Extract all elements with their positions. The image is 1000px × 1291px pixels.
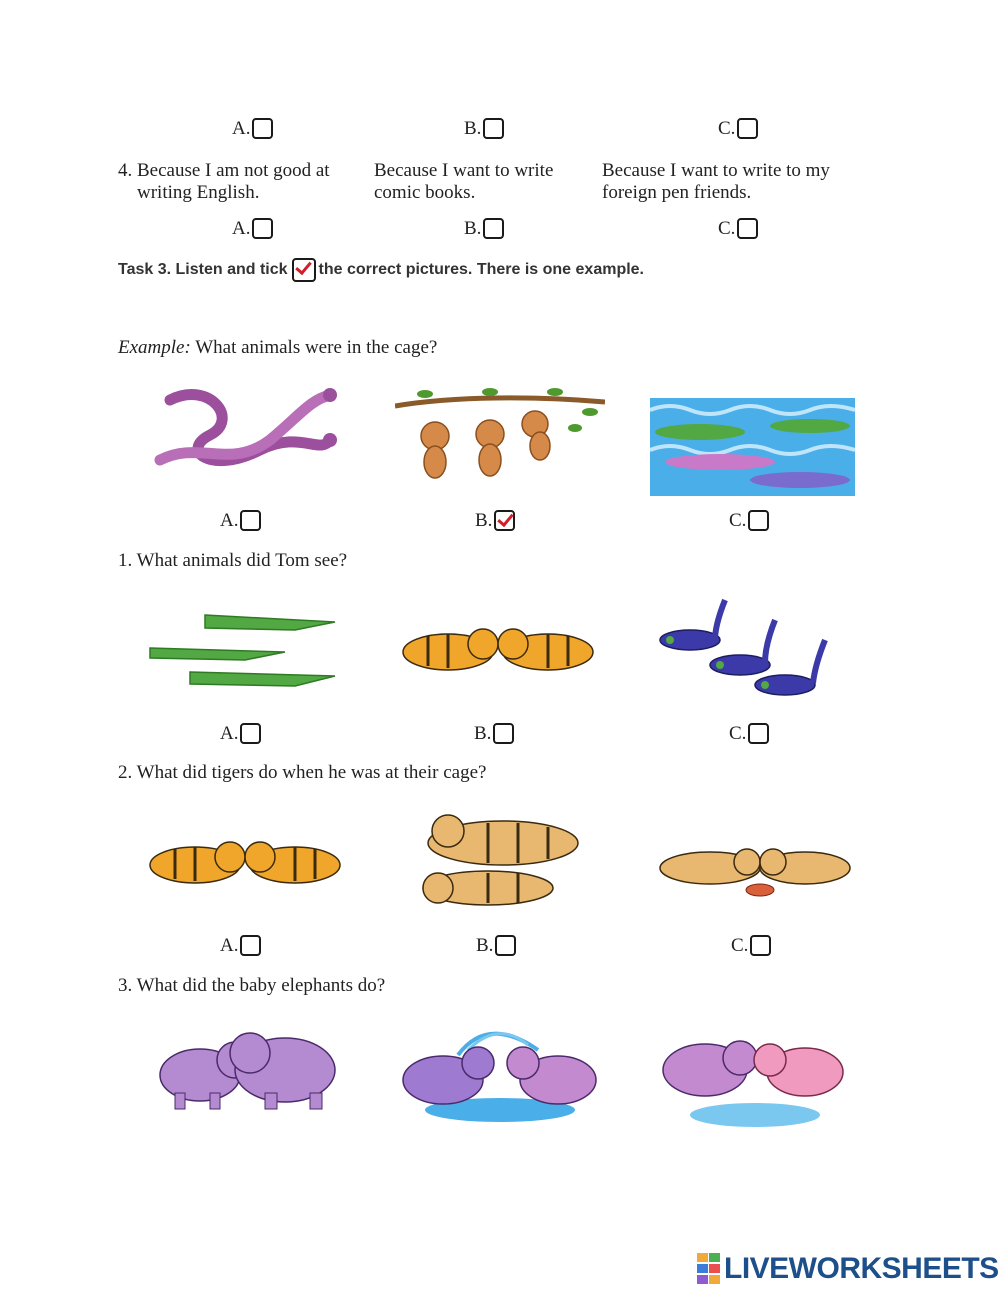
q1-question: 1. What animals did Tom see? <box>118 550 348 571</box>
q4-option-b <box>464 218 504 239</box>
task3-heading <box>118 258 644 282</box>
option-label: B. <box>474 723 492 744</box>
option-label: B. <box>475 510 493 531</box>
checkbox-top-a[interactable] <box>252 118 273 139</box>
elephants-drinking-picture <box>655 1030 850 1130</box>
logo-text: LIVEWORKSHEETS <box>724 1252 999 1285</box>
q4-option-c <box>718 218 758 239</box>
monkeys-picture <box>395 378 605 490</box>
option-label: A. <box>220 510 239 531</box>
snakes-picture <box>150 380 345 490</box>
checkbox-q1-a[interactable] <box>240 723 261 744</box>
checkbox-q4-c[interactable] <box>737 218 758 239</box>
q4-a-line1: Because I am not good at <box>137 160 330 181</box>
q2-option-b <box>476 935 516 956</box>
crocodiles-river-picture <box>650 398 855 496</box>
example-question-text: What animals were in the cage? <box>190 337 438 358</box>
elephants-playing-picture <box>145 1025 345 1110</box>
q2-option-a <box>220 935 261 956</box>
option-label: A. <box>232 218 251 239</box>
q4-c-line1: Because I want to write to my <box>602 160 830 181</box>
checkbox-q2-a[interactable] <box>240 935 261 956</box>
checkbox-example-b[interactable] <box>494 510 515 531</box>
example-option-b <box>475 510 515 531</box>
peacocks-picture <box>655 585 835 700</box>
q4-a-line2: writing English. <box>137 182 260 203</box>
q4-option-a-text <box>137 160 330 204</box>
checkbox-top-b[interactable] <box>483 118 504 139</box>
checkbox-top-c[interactable] <box>737 118 758 139</box>
top-option-b <box>464 118 504 139</box>
logo-blocks-icon <box>697 1253 721 1285</box>
checkbox-q2-c[interactable] <box>750 935 771 956</box>
tigers-eating-picture <box>655 840 855 905</box>
option-label: A. <box>220 935 239 956</box>
option-label: C. <box>718 218 736 239</box>
tick-icon <box>292 258 316 282</box>
q4-b-line1: Because I want to write <box>374 160 554 181</box>
tigers-picture <box>398 622 598 677</box>
q3-question: 3. What did the baby elephants do? <box>118 975 386 996</box>
example-option-c <box>729 510 769 531</box>
option-label: C. <box>729 510 747 531</box>
q4-b-line2: comic books. <box>374 182 476 203</box>
example-question <box>118 337 437 359</box>
example-option-a <box>220 510 261 531</box>
elephants-spraying-water-picture <box>398 1015 603 1125</box>
example-label: Example: <box>118 337 191 358</box>
q1-option-b <box>474 723 514 744</box>
task3-suffix: the correct pictures. There is one example. <box>318 261 644 278</box>
checkbox-example-c[interactable] <box>748 510 769 531</box>
q2-option-c <box>731 935 771 956</box>
liveworksheets-logo <box>697 1252 999 1286</box>
q4-c-line2: foreign pen friends. <box>602 182 752 203</box>
top-option-c <box>718 118 758 139</box>
option-label: B. <box>464 118 482 139</box>
option-label: C. <box>731 935 749 956</box>
option-label: C. <box>729 723 747 744</box>
checkbox-q1-c[interactable] <box>748 723 769 744</box>
tigers-fighting-picture <box>145 835 345 890</box>
option-label: B. <box>464 218 482 239</box>
task3-prefix: Task 3. Listen and tick <box>118 261 288 278</box>
q4-number: 4. <box>118 160 133 181</box>
option-label: A. <box>232 118 251 139</box>
crocodiles-picture <box>145 600 340 690</box>
checkbox-q4-b[interactable] <box>483 218 504 239</box>
checkbox-q4-a[interactable] <box>252 218 273 239</box>
checkbox-q1-b[interactable] <box>493 723 514 744</box>
checkbox-q2-b[interactable] <box>495 935 516 956</box>
option-label: C. <box>718 118 736 139</box>
q1-option-a <box>220 723 261 744</box>
tigers-sleeping-picture <box>408 803 603 913</box>
option-label: A. <box>220 723 239 744</box>
checkbox-example-a[interactable] <box>240 510 261 531</box>
top-option-a <box>232 118 273 139</box>
q4-option-a <box>232 218 273 239</box>
q4-option-b-text <box>374 160 553 204</box>
option-label: B. <box>476 935 494 956</box>
q2-question: 2. What did tigers do when he was at their cage? <box>118 762 487 783</box>
q4-option-c-text <box>602 160 830 204</box>
q1-option-c <box>729 723 769 744</box>
